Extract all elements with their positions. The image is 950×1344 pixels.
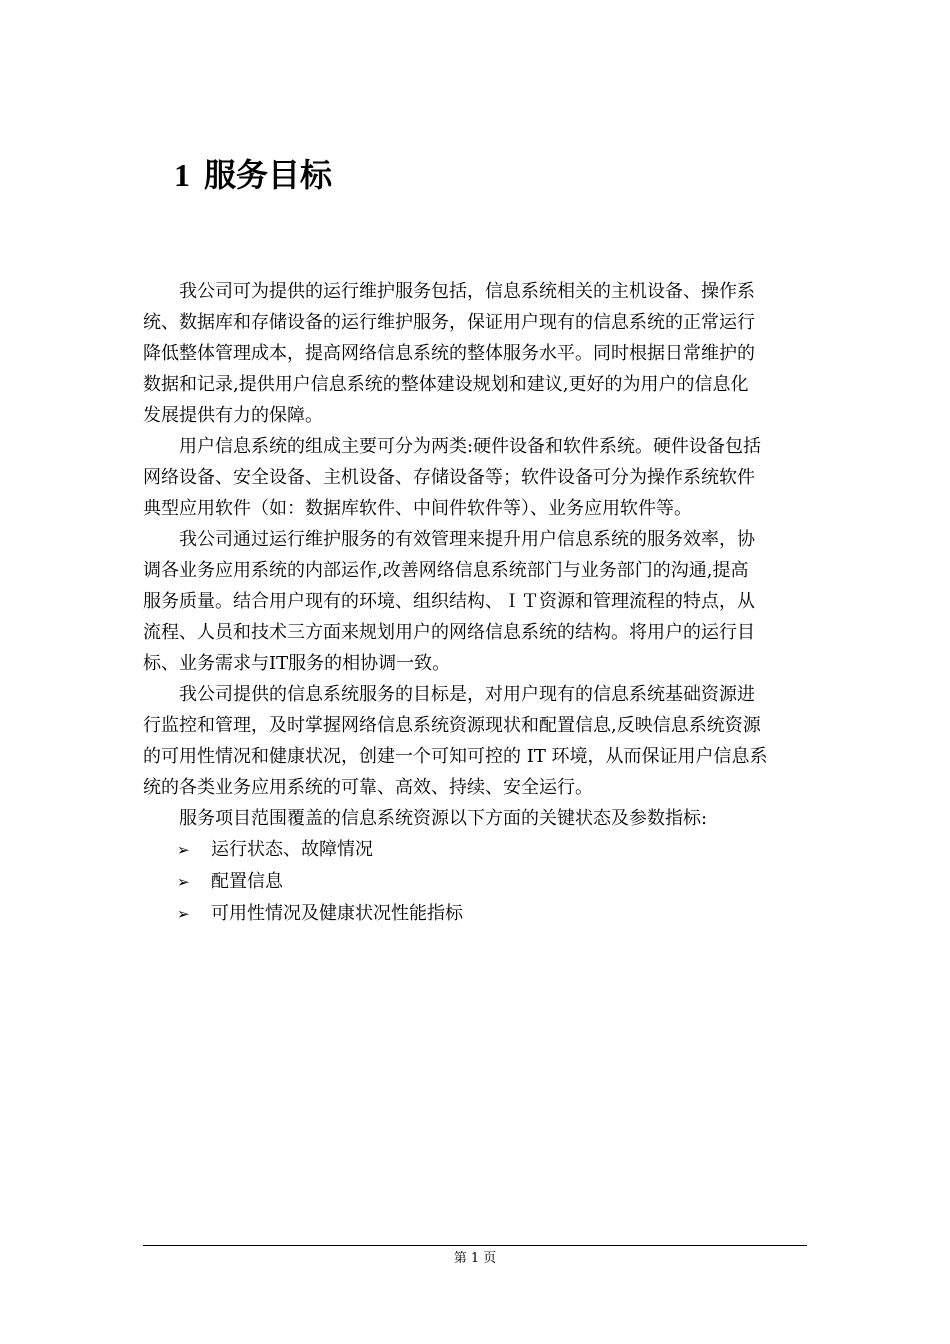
section-number: 1	[174, 157, 190, 193]
text-line: 网络设备、安全设备、主机设备、存储设备等；软件设备可分为操作系统软件	[143, 467, 755, 488]
text-line: 降低整体管理成本，提高网络信息系统的整体服务水平。同时根据日常维护的	[143, 343, 755, 364]
footer-divider	[143, 1245, 807, 1246]
page-number: 第 1 页	[453, 1251, 497, 1266]
list-item-text: 运行状态、故障情况	[211, 839, 373, 860]
list-item-text: 可用性情况及健康状况性能指标	[211, 903, 463, 924]
paragraph	[143, 276, 807, 431]
paragraph	[143, 431, 807, 524]
text-line: 典型应用软件（如：数据库软件、中间件软件等）、业务应用软件等。	[143, 498, 692, 519]
arrow-bullet-icon: ➢	[177, 905, 190, 923]
paragraph	[143, 679, 807, 803]
text-line: 行监控和管理，及时掌握网络信息系统资源现状和配置信息,反映信息系统资源	[143, 715, 761, 736]
text-line: 我公司提供的信息系统服务的目标是，对用户现有的信息系统基础资源进	[179, 684, 755, 705]
text-line: 流程、人员和技术三方面来规划用户的网络信息系统的结构。将用户的运行目	[143, 622, 755, 643]
text-line: 我公司通过运行维护服务的有效管理来提升用户信息系统的服务效率，协	[179, 529, 755, 550]
list-item	[143, 834, 807, 866]
text-line: 服务项目范围覆盖的信息系统资源以下方面的关键状态及参数指标:	[179, 808, 708, 829]
text-line: 统、数据库和存储设备的运行维护服务，保证用户现有的信息系统的正常运行	[143, 312, 755, 333]
text-line: 的可用性情况和健康状况，创建一个可知可控的 IT 环境，从而保证用户信息系	[143, 746, 768, 767]
list-item-text: 配置信息	[211, 871, 283, 892]
text-line: 标、业务需求与IT服务的相协调一致。	[143, 653, 451, 674]
section-heading	[174, 152, 332, 198]
text-line: 统的各类业务应用系统的可靠、高效、持续、安全运行。	[143, 777, 593, 798]
text-line: 我公司可为提供的运行维护服务包括，信息系统相关的主机设备、操作系	[179, 281, 755, 302]
text-line: 发展提供有力的保障。	[143, 405, 323, 426]
list-item	[143, 898, 807, 930]
bullet-list	[143, 834, 807, 930]
paragraph	[143, 803, 807, 834]
paragraph	[143, 524, 807, 679]
section-title: 服务目标	[204, 156, 333, 194]
arrow-bullet-icon: ➢	[177, 841, 190, 859]
text-line: 数据和记录,提供用户信息系统的整体建设规划和建议,更好的为用户的信息化	[143, 374, 749, 395]
body-text	[143, 276, 807, 930]
text-line: 用户信息系统的组成主要可分为两类:硬件设备和软件系统。硬件设备包括	[179, 436, 762, 457]
text-line: 服务质量。结合用户现有的环境、组织结构、ＩＴ资源和管理流程的特点，从	[143, 591, 755, 612]
text-line: 调各业务应用系统的内部运作,改善网络信息系统部门与业务部门的沟通,提高	[143, 560, 749, 581]
list-item	[143, 866, 807, 898]
arrow-bullet-icon: ➢	[177, 873, 190, 891]
